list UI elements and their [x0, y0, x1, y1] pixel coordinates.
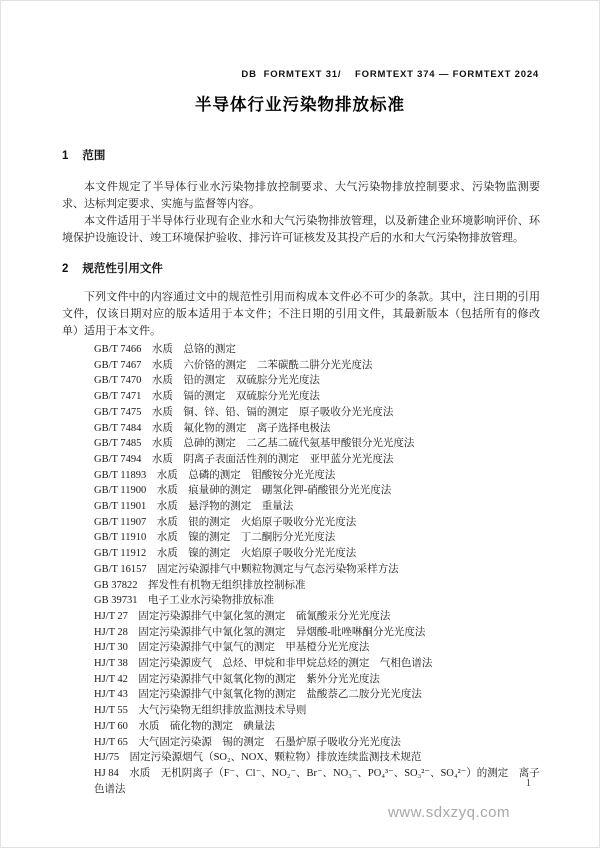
reference-item: GB/T 11907 水质 银的测定 火焰原子吸收分光光度法	[94, 516, 357, 528]
reference-item: HJ 84 水质 无机阴离子（F⁻、Cl⁻、NO₂⁻、Br⁻、NO₃⁻、PO₄³⁻、SO₃²⁻、SO₄²⁻）的测定 离子色谱法	[94, 767, 540, 795]
reference-item: HJ/T 28 固定污染源排气中氰化氢的测定 异烟酸-吡唑啉酮分光光度法	[94, 626, 426, 638]
reference-item: GB/T 11900 水质 痕量砷的测定 硼氢化钾-硝酸银分光光度法	[94, 485, 392, 497]
paragraph: 本文件适用于半导体行业现有企业水和大气污染物排放管理，以及新建企业环境影响评价、环境保护设施设计、竣工环境保护验收、排污许可证核发及其投产后的水和大气污染物排放管理。	[62, 215, 540, 244]
reference-item: GB/T 7485 水质 总砷的测定 二乙基二硫代氨基甲酸银分光光度法	[94, 438, 415, 450]
page-number: 1	[525, 778, 531, 789]
section-title: 范围	[82, 150, 106, 162]
watermark-text: www.sdxzyq.com	[387, 804, 510, 821]
reference-item: GB/T 7471 水质 镉的测定 双硫腙分光光度法	[94, 391, 320, 403]
reference-item: HJ/75 固定污染源烟气（SO₂、NOX、颗粒物）排放连续监测技术规范	[94, 752, 422, 764]
section-normative-references	[62, 262, 540, 797]
document-code-header: DB FORMTEXT 31/ FORMTEXT 374 — FORMTEXT 2024	[241, 69, 539, 80]
reference-item: HJ/T 55 大气污染物无组织排放监测技术导则	[94, 705, 307, 717]
reference-item: GB/T 11910 水质 镍的测定 丁二酮肟分光光度法	[94, 532, 336, 544]
section-title: 规范性引用文件	[82, 263, 163, 275]
reference-item: HJ/T 27 固定污染源排气中氯化氢的测定 硫氰酸汞分光光度法	[94, 610, 391, 622]
reference-item: GB/T 16157 固定污染源排气中颗粒物测定与气态污染物采样方法	[94, 563, 399, 575]
section-heading	[62, 149, 540, 163]
paragraph: 下列文件中的内容通过文中的规范性引用而构成本文件必不可少的条款。其中，注日期的引用文件，仅该日期对应的版本适用于本文件；不注日期的引用文件，其最新版本（包括所有的修改单）适用于本文件。	[62, 291, 540, 337]
section-number: 2	[62, 263, 69, 275]
reference-item: GB/T 7470 水质 铅的测定 双硫腙分光光度法	[94, 375, 320, 387]
paragraph: 本文件规定了半导体行业水污染物排放控制要求、大气污染物排放控制要求、污染物监测要求、达标判定要求、实施与监督等内容。	[62, 181, 540, 210]
reference-item: GB 37822 挥发性有机物无组织排放控制标准	[94, 579, 306, 591]
reference-item: GB/T 7494 水质 阴离子表面活性剂的测定 亚甲蓝分光光度法	[94, 453, 394, 465]
reference-item: GB/T 11912 水质 镍的测定 火焰原子吸收分光光度法	[94, 548, 357, 560]
section-scope	[62, 149, 540, 247]
reference-list	[62, 342, 540, 797]
reference-item: GB 39731 电子工业水污染物排放标准	[94, 595, 274, 607]
reference-item: HJ/T 30 固定污染源排气中氯气的测定 甲基橙分光光度法	[94, 642, 370, 654]
reference-item: HJ/T 60 水质 硫化物的测定 碘量法	[94, 720, 275, 732]
reference-item: HJ/T 42 固定污染源排气中氮氧化物的测定 紫外分光光度法	[94, 673, 380, 685]
document-body	[62, 149, 540, 797]
section-number: 1	[62, 150, 69, 162]
reference-item: HJ/T 65 大气固定污染源 锡的测定 石墨炉原子吸收分光光度法	[94, 736, 401, 748]
reference-item: HJ/T 38 固定污染源废气 总烃、甲烷和非甲烷总烃的测定 气相色谱法	[94, 658, 433, 670]
page-title: 半导体行业污染物排放标准	[195, 96, 405, 114]
reference-item: GB/T 7467 水质 六价铬的测定 二苯碳酰二肼分光光度法	[94, 359, 373, 371]
reference-item: GB/T 7475 水质 铜、锌、铅、镉的测定 原子吸收分光光度法	[94, 406, 394, 418]
reference-item: HJ/T 43 固定污染源排气中氮氧化物的测定 盐酸萘乙二胺分光光度法	[94, 689, 422, 701]
reference-item: GB/T 11893 水质 总磷的测定 钼酸铵分光光度法	[94, 469, 336, 481]
reference-item: GB/T 7484 水质 氟化物的测定 离子选择电极法	[94, 422, 331, 434]
reference-item: GB/T 11901 水质 悬浮物的测定 重量法	[94, 501, 294, 513]
reference-item: GB/T 7466 水质 总铬的测定	[94, 344, 236, 355]
section-heading	[62, 262, 540, 276]
